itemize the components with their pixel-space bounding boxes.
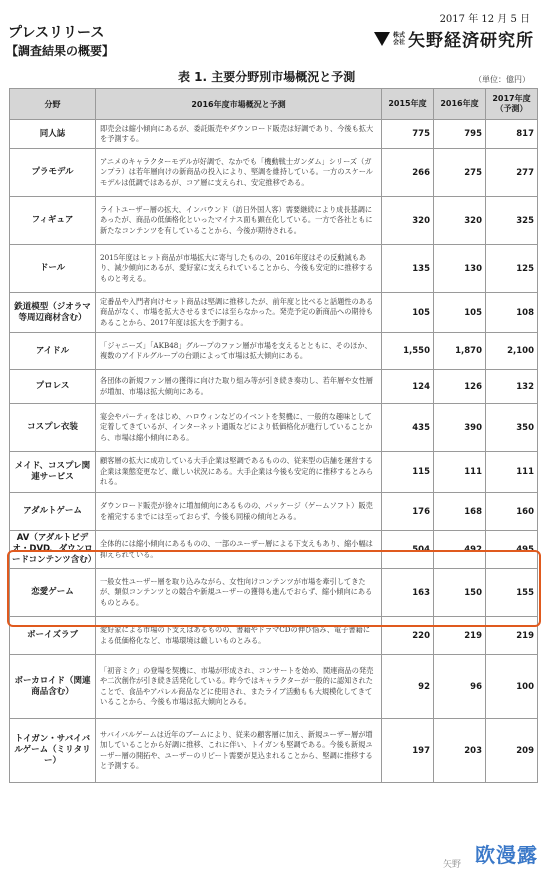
overview-cell: 「ジャニーズ」「AKB48」グループのファン層が市場を支えるとともに、そのほか、複数のアイドルグループの台頭によって市場は拡大傾向にある。	[96, 333, 382, 370]
table-row	[10, 120, 538, 149]
field-name-cell: 恋愛ゲーム	[10, 569, 96, 617]
table-row	[10, 293, 538, 333]
overview-cell: ダウンロード販売が徐々に増加傾向にあるものの、パッケージ（ゲームソフト）販売を補完するまでには至っておらず、今後も同様の傾向とみる。	[96, 493, 382, 531]
value-2017-cell: 100	[486, 655, 538, 719]
table-header-row	[10, 89, 538, 120]
value-2015-cell: 320	[382, 197, 434, 245]
value-2017-cell: 125	[486, 245, 538, 293]
value-2016-cell: 111	[434, 452, 486, 493]
table-row	[10, 655, 538, 719]
value-2015-cell: 92	[382, 655, 434, 719]
overview-cell: 宴会やパーティをはじめ、ハロウィンなどのイベントを契機に、一般的な趣味として定着してきているが、インターネット通販などにより低価格化が進行していることから、市場は縮小傾向にある。	[96, 404, 382, 452]
value-2016-cell: 492	[434, 531, 486, 569]
value-2015-cell: 115	[382, 452, 434, 493]
value-2017-cell: 350	[486, 404, 538, 452]
value-2016-cell: 105	[434, 293, 486, 333]
value-2016-cell: 203	[434, 719, 486, 783]
overview-cell: 全体的には縮小傾向にあるものの、一部のユーザー層による下支えもあり、縮小幅は抑えられている。	[96, 531, 382, 569]
field-name-cell: ドール	[10, 245, 96, 293]
overview-cell: ライトユーザー層の拡大、インバウンド（訪日外国人客）需要継続により成長基調にあったが、商品の低価格化といったマイナス面も顕在化している。一方で各社ともに新たなコンテンツを有していることから、今後が期待される。	[96, 197, 382, 245]
table-row	[10, 370, 538, 404]
overview-cell: サバイバルゲームは近年のブームにより、従来の顧客層に加え、新規ユーザー層が増加していることから好調に推移、これに伴い、トイガンも堅調である。今後も新規ユーザー層の開拓や、ユーザーのリピート需要が見込まれることから、堅調に推移すると予測する。	[96, 719, 382, 783]
press-release-heading: プレスリリース	[8, 25, 105, 41]
value-2016-cell: 1,870	[434, 333, 486, 370]
logo-corp-type: 株式 会社	[392, 31, 405, 46]
table-row	[10, 333, 538, 370]
table-row	[10, 452, 538, 493]
highlight-box	[7, 550, 541, 627]
col-header-2015: 2015年度	[382, 89, 434, 120]
value-2016-cell: 219	[434, 617, 486, 655]
value-2015-cell: 775	[382, 120, 434, 149]
value-2016-cell: 390	[434, 404, 486, 452]
value-2016-cell: 795	[434, 120, 486, 149]
value-2016-cell: 275	[434, 149, 486, 197]
field-name-cell: 鉄道模型（ジオラマ等周辺商材含む）	[10, 293, 96, 333]
field-name-cell: アイドル	[10, 333, 96, 370]
release-date: 2017 年 12 月 5 日	[439, 14, 530, 25]
overview-cell: 「初音ミク」の登場を契機に、市場が形成され、コンサートを始め、関連商品の発売や二次創作が引き続き活発化している。昨今ではキャラクターが一般的に認知されたことで、食品やアパレル商品などに使用され、またライブ活動もも大規模化してきていることから、今後も市場は拡大傾向とみる。	[96, 655, 382, 719]
value-2015-cell: 197	[382, 719, 434, 783]
value-2017-cell: 160	[486, 493, 538, 531]
value-2016-cell: 130	[434, 245, 486, 293]
overview-cell: 各団体の新規ファン層の獲得に向けた取り組み等が引き続き奏功し、若年層や女性層が増加、市場は拡大傾向にある。	[96, 370, 382, 404]
value-2017-cell: 2,100	[486, 333, 538, 370]
logo-triangle-icon	[374, 32, 390, 46]
value-2017-cell: 155	[486, 569, 538, 617]
overview-cell: 2015年度はヒット商品が市場拡大に寄与したものの、2016年度はその反動減もあり、減少傾向にあるが、愛好家に支えられていることから、今後も安定的に推移するものと考える。	[96, 245, 382, 293]
value-2017-cell: 325	[486, 197, 538, 245]
value-2017-cell: 277	[486, 149, 538, 197]
value-2015-cell: 266	[382, 149, 434, 197]
value-2015-cell: 124	[382, 370, 434, 404]
overview-cell: 愛好家による市場の下支えはあるものの、書籍やドラマCDの伸び悩み、電子書籍による低価格化など、市場環境は厳しいものとみる。	[96, 617, 382, 655]
value-2016-cell: 96	[434, 655, 486, 719]
survey-summary-heading: 【調査結果の概要】	[6, 44, 115, 58]
table-title: 表 1. 主要分野別市場概況と予測	[178, 70, 356, 84]
value-2015-cell: 504	[382, 531, 434, 569]
overview-cell: 一般女性ユーザー層を取り込みながら、女性向けコンテンツが市場を牽引してきたが、類似コンテンツとの競合や新規ユーザーの獲得も進んでおらず、縮小傾向にあるものとみる。	[96, 569, 382, 617]
field-name-cell: AV（アダルトビデオ・DVD、ダウンロードコンテンツ含む）	[10, 531, 96, 569]
footer-text: 矢野	[443, 860, 462, 870]
field-name-cell: フィギュア	[10, 197, 96, 245]
value-2017-cell: 495	[486, 531, 538, 569]
value-2015-cell: 435	[382, 404, 434, 452]
overview-cell: 顧客層の拡大に成功している大手企業は堅調であるものの、従来型の店舗を運営する企業は業態変更など、厳しい状況にある。大手企業は今後も安定的に推移するとみられる。	[96, 452, 382, 493]
field-name-cell: コスプレ衣装	[10, 404, 96, 452]
field-name-cell: アダルトゲーム	[10, 493, 96, 531]
value-2017-cell: 108	[486, 293, 538, 333]
table-row	[10, 197, 538, 245]
col-header-field: 分野	[10, 89, 96, 120]
table-unit: （単位：億円）	[474, 75, 530, 84]
field-name-cell: メイド、コスプレ関連サービス	[10, 452, 96, 493]
col-header-overview: 2016年度市場概況と予測	[96, 89, 382, 120]
value-2017-cell: 219	[486, 617, 538, 655]
col-header-2016: 2016年度	[434, 89, 486, 120]
value-2016-cell: 320	[434, 197, 486, 245]
market-overview-table	[9, 88, 538, 783]
overview-cell: 即売会は縮小傾向にあるが、委託販売やダウンロード販売は好調であり、今後も拡大を予測する。	[96, 120, 382, 149]
company-logo	[374, 26, 534, 51]
field-name-cell: プロレス	[10, 370, 96, 404]
value-2017-cell: 132	[486, 370, 538, 404]
value-2016-cell: 150	[434, 569, 486, 617]
value-2017-cell: 209	[486, 719, 538, 783]
table-row	[10, 404, 538, 452]
value-2016-cell: 126	[434, 370, 486, 404]
table-row	[10, 149, 538, 197]
field-name-cell: ボーイズラブ	[10, 617, 96, 655]
overview-cell: アニメのキャラクターモデルが好調で、なかでも「機動戦士ガンダム」シリーズ（ガンプラ）は若年層向けの新商品の投入により、堅調を維持している。一方のスケールモデルは低調ではあるが、コア層に支えられ、安定推移である。	[96, 149, 382, 197]
overview-cell: 定番品や入門者向けセット商品は堅調に推移したが、前年度と比べると話題性のある商品がなく、市場を拡大させるまでには至らなかった。発売予定の新商品への期待もあることから、2017年度は拡大を予測する。	[96, 293, 382, 333]
field-name-cell: 同人誌	[10, 120, 96, 149]
value-2017-cell: 111	[486, 452, 538, 493]
table-row	[10, 245, 538, 293]
value-2016-cell: 168	[434, 493, 486, 531]
value-2015-cell: 1,550	[382, 333, 434, 370]
value-2015-cell: 176	[382, 493, 434, 531]
table-row	[10, 493, 538, 531]
watermark: 欧漫露	[475, 843, 538, 867]
value-2015-cell: 105	[382, 293, 434, 333]
value-2017-cell: 817	[486, 120, 538, 149]
col-header-2017: 2017年度 （予測）	[486, 89, 538, 120]
value-2015-cell: 163	[382, 569, 434, 617]
value-2015-cell: 135	[382, 245, 434, 293]
field-name-cell: トイガン・サバイバルゲーム（ミリタリー）	[10, 719, 96, 783]
field-name-cell: プラモデル	[10, 149, 96, 197]
table-row	[10, 719, 538, 783]
value-2015-cell: 220	[382, 617, 434, 655]
logo-company-name: 矢野経済研究所	[408, 31, 534, 51]
field-name-cell: ボーカロイド（関連商品含む）	[10, 655, 96, 719]
